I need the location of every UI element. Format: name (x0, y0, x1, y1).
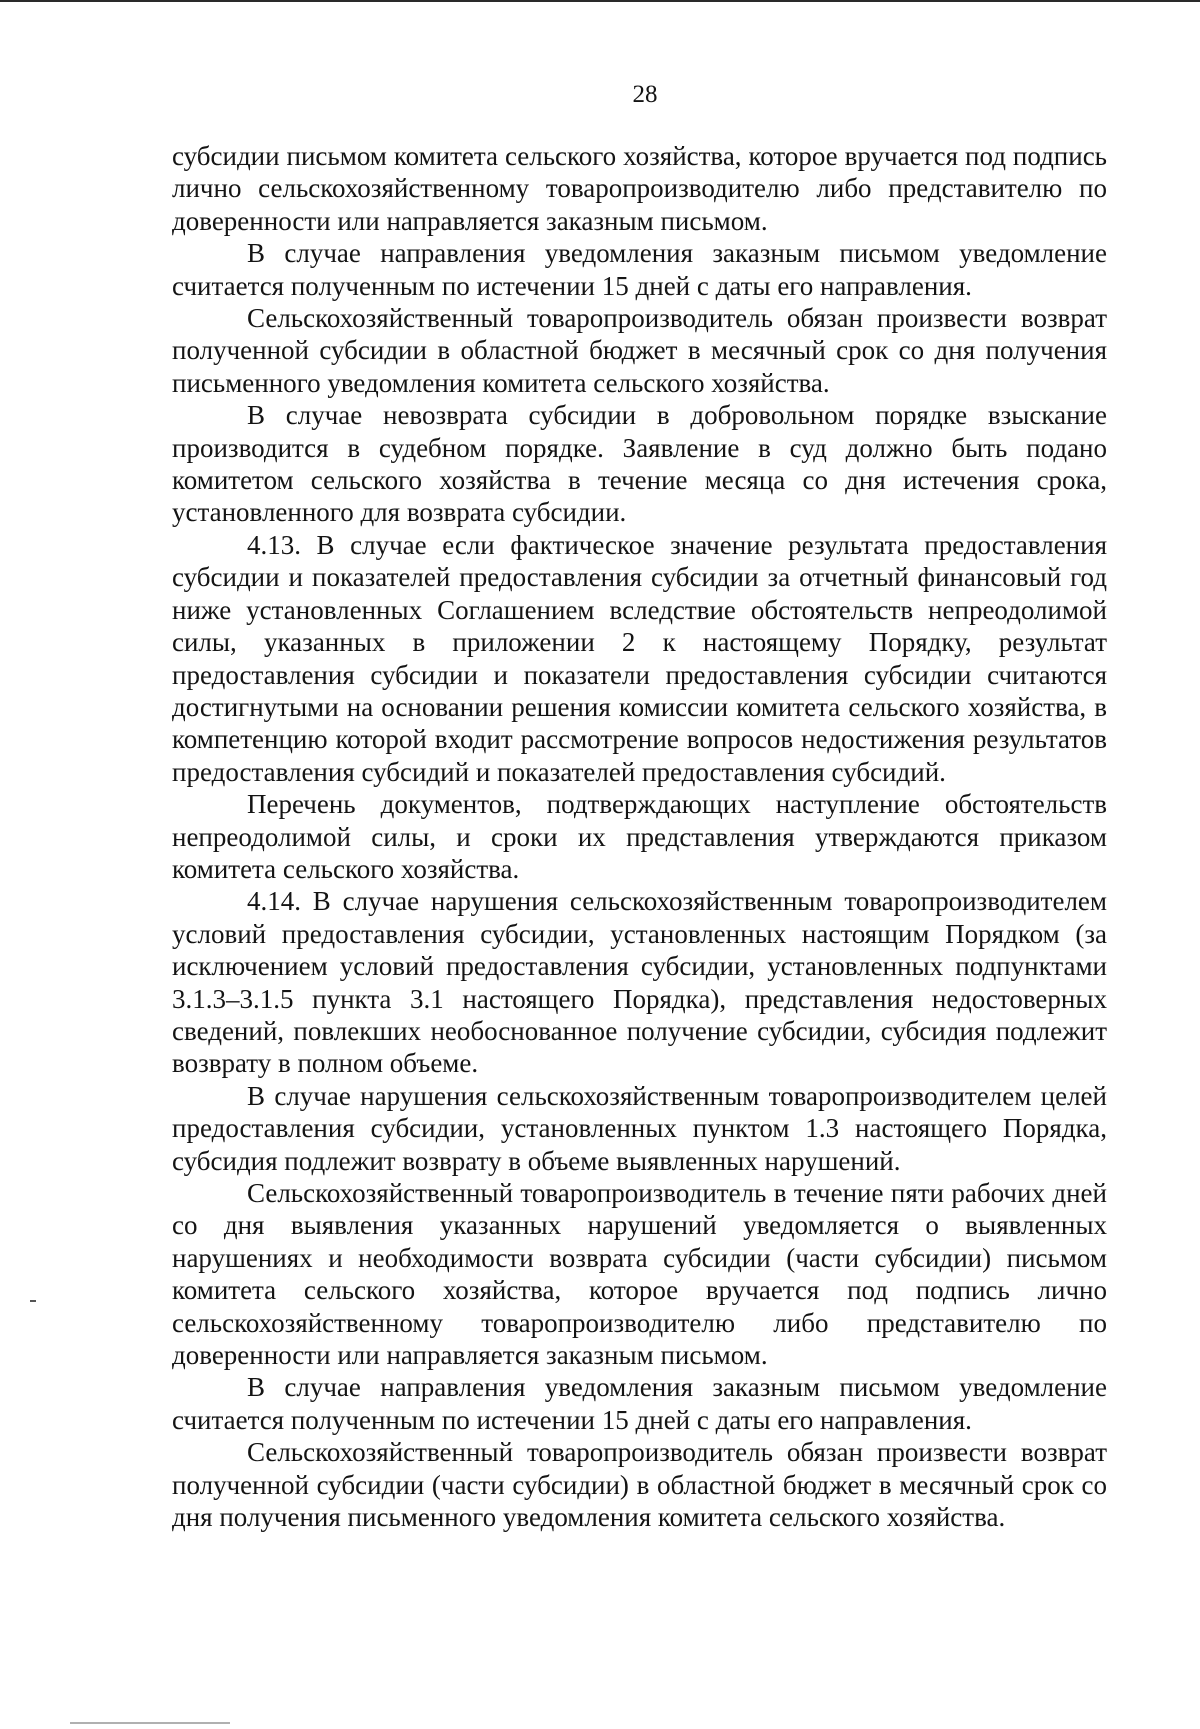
paragraph-clause-4-14: 4.14. В случае нарушения сельскохозяйственным товаропроизводителем условий предоставления субсидии, установленных настоящим Порядком (за исключением условий предоставления субсидии, установленных подпунктами 3.1.3–3.1.5 пункта 3.1 настоящего Порядка), представления недостоверных сведений, повлекших необоснованное получение субсидии, субсидия подлежит возврату в полном объеме. (172, 886, 1107, 1079)
paragraph-refund-obligation-2: Сельскохозяйственный товаропроизводитель обязан произвести возврат полученной субсидии (части субсидии) в областной бюджет в месячный срок со дня получения письменного уведомления комитета сельского хозяйства. (172, 1437, 1107, 1533)
paragraph-violation-notice: Сельскохозяйственный товаропроизводитель в течение пяти рабочих дней со дня выявления указанных нарушений уведомляется о выявленных нарушениях и необходимости возврата субсидии (части субсидии) письмом комитета сельского хозяйства, которое вручается под подпись лично сельскохозяйственному товаропроизводителю либо представителю по доверенности или направляется заказным письмом. (172, 1178, 1107, 1371)
paragraph-notification-receipt-2: В случае направления уведомления заказным письмом уведомление считается полученным по истечении 15 дней с даты его направления. (172, 1372, 1107, 1435)
paragraph-refund-obligation: Сельскохозяйственный товаропроизводитель обязан произвести возврат полученной субсидии в областной бюджет в месячный срок со дня получения письменного уведомления комитета сельского хозяйства. (172, 303, 1107, 398)
page-number: 28 (632, 81, 658, 108)
scan-edge-top (0, 0, 1200, 2)
paragraph-clause-4-13: 4.13. В случае если фактическое значение результата предоставления субсидии и показателей предоставления субсидии за отчетный финансовый год ниже установленных Соглашением вследствие обстоятельств непреодолимой силы, указанных в приложении 2 к настоящему Порядку, результат предоставления субсидии и показатели предоставления субсидии считаются достигнутыми на основании решения комиссии комитета сельского хозяйства, в компетенцию которой входит рассмотрение вопросов недостижения результатов предоставления субсидий и показателей предоставления субсидий. (172, 529, 1107, 787)
paragraph-court-recovery: В случае невозврата субсидии в добровольном порядке взыскание производится в судебном порядке. Заявление в суд должно быть подано комитетом сельского хозяйства в течение месяца со дня истечения срока, установленного для возврата субсидии. (172, 400, 1107, 528)
paragraph-continuation: субсидии письмом комитета сельского хозяйства, которое вручается под подпись лично сельскохозяйственному товаропроизводителю либо представителю по доверенности или направляется заказным письмом. (172, 141, 1107, 236)
scan-artifact-bottom (70, 1722, 230, 1724)
scan-artifact-left (30, 1300, 36, 1302)
paragraph-purpose-violation: В случае нарушения сельскохозяйственным товаропроизводителем целей предоставления субсидии, установленных пунктом 1.3 настоящего Порядка, субсидия подлежит возврату в объеме выявленных нарушений. (172, 1080, 1107, 1176)
paragraph-force-majeure-docs: Перечень документов, подтверждающих наступление обстоятельств непреодолимой силы, и сроки их представления утверждаются приказом комитета сельского хозяйства. (172, 789, 1107, 884)
paragraph-notification-receipt: В случае направления уведомления заказным письмом уведомление считается полученным по истечении 15 дней с даты его направления. (172, 238, 1107, 301)
document-body (172, 140, 1107, 1533)
